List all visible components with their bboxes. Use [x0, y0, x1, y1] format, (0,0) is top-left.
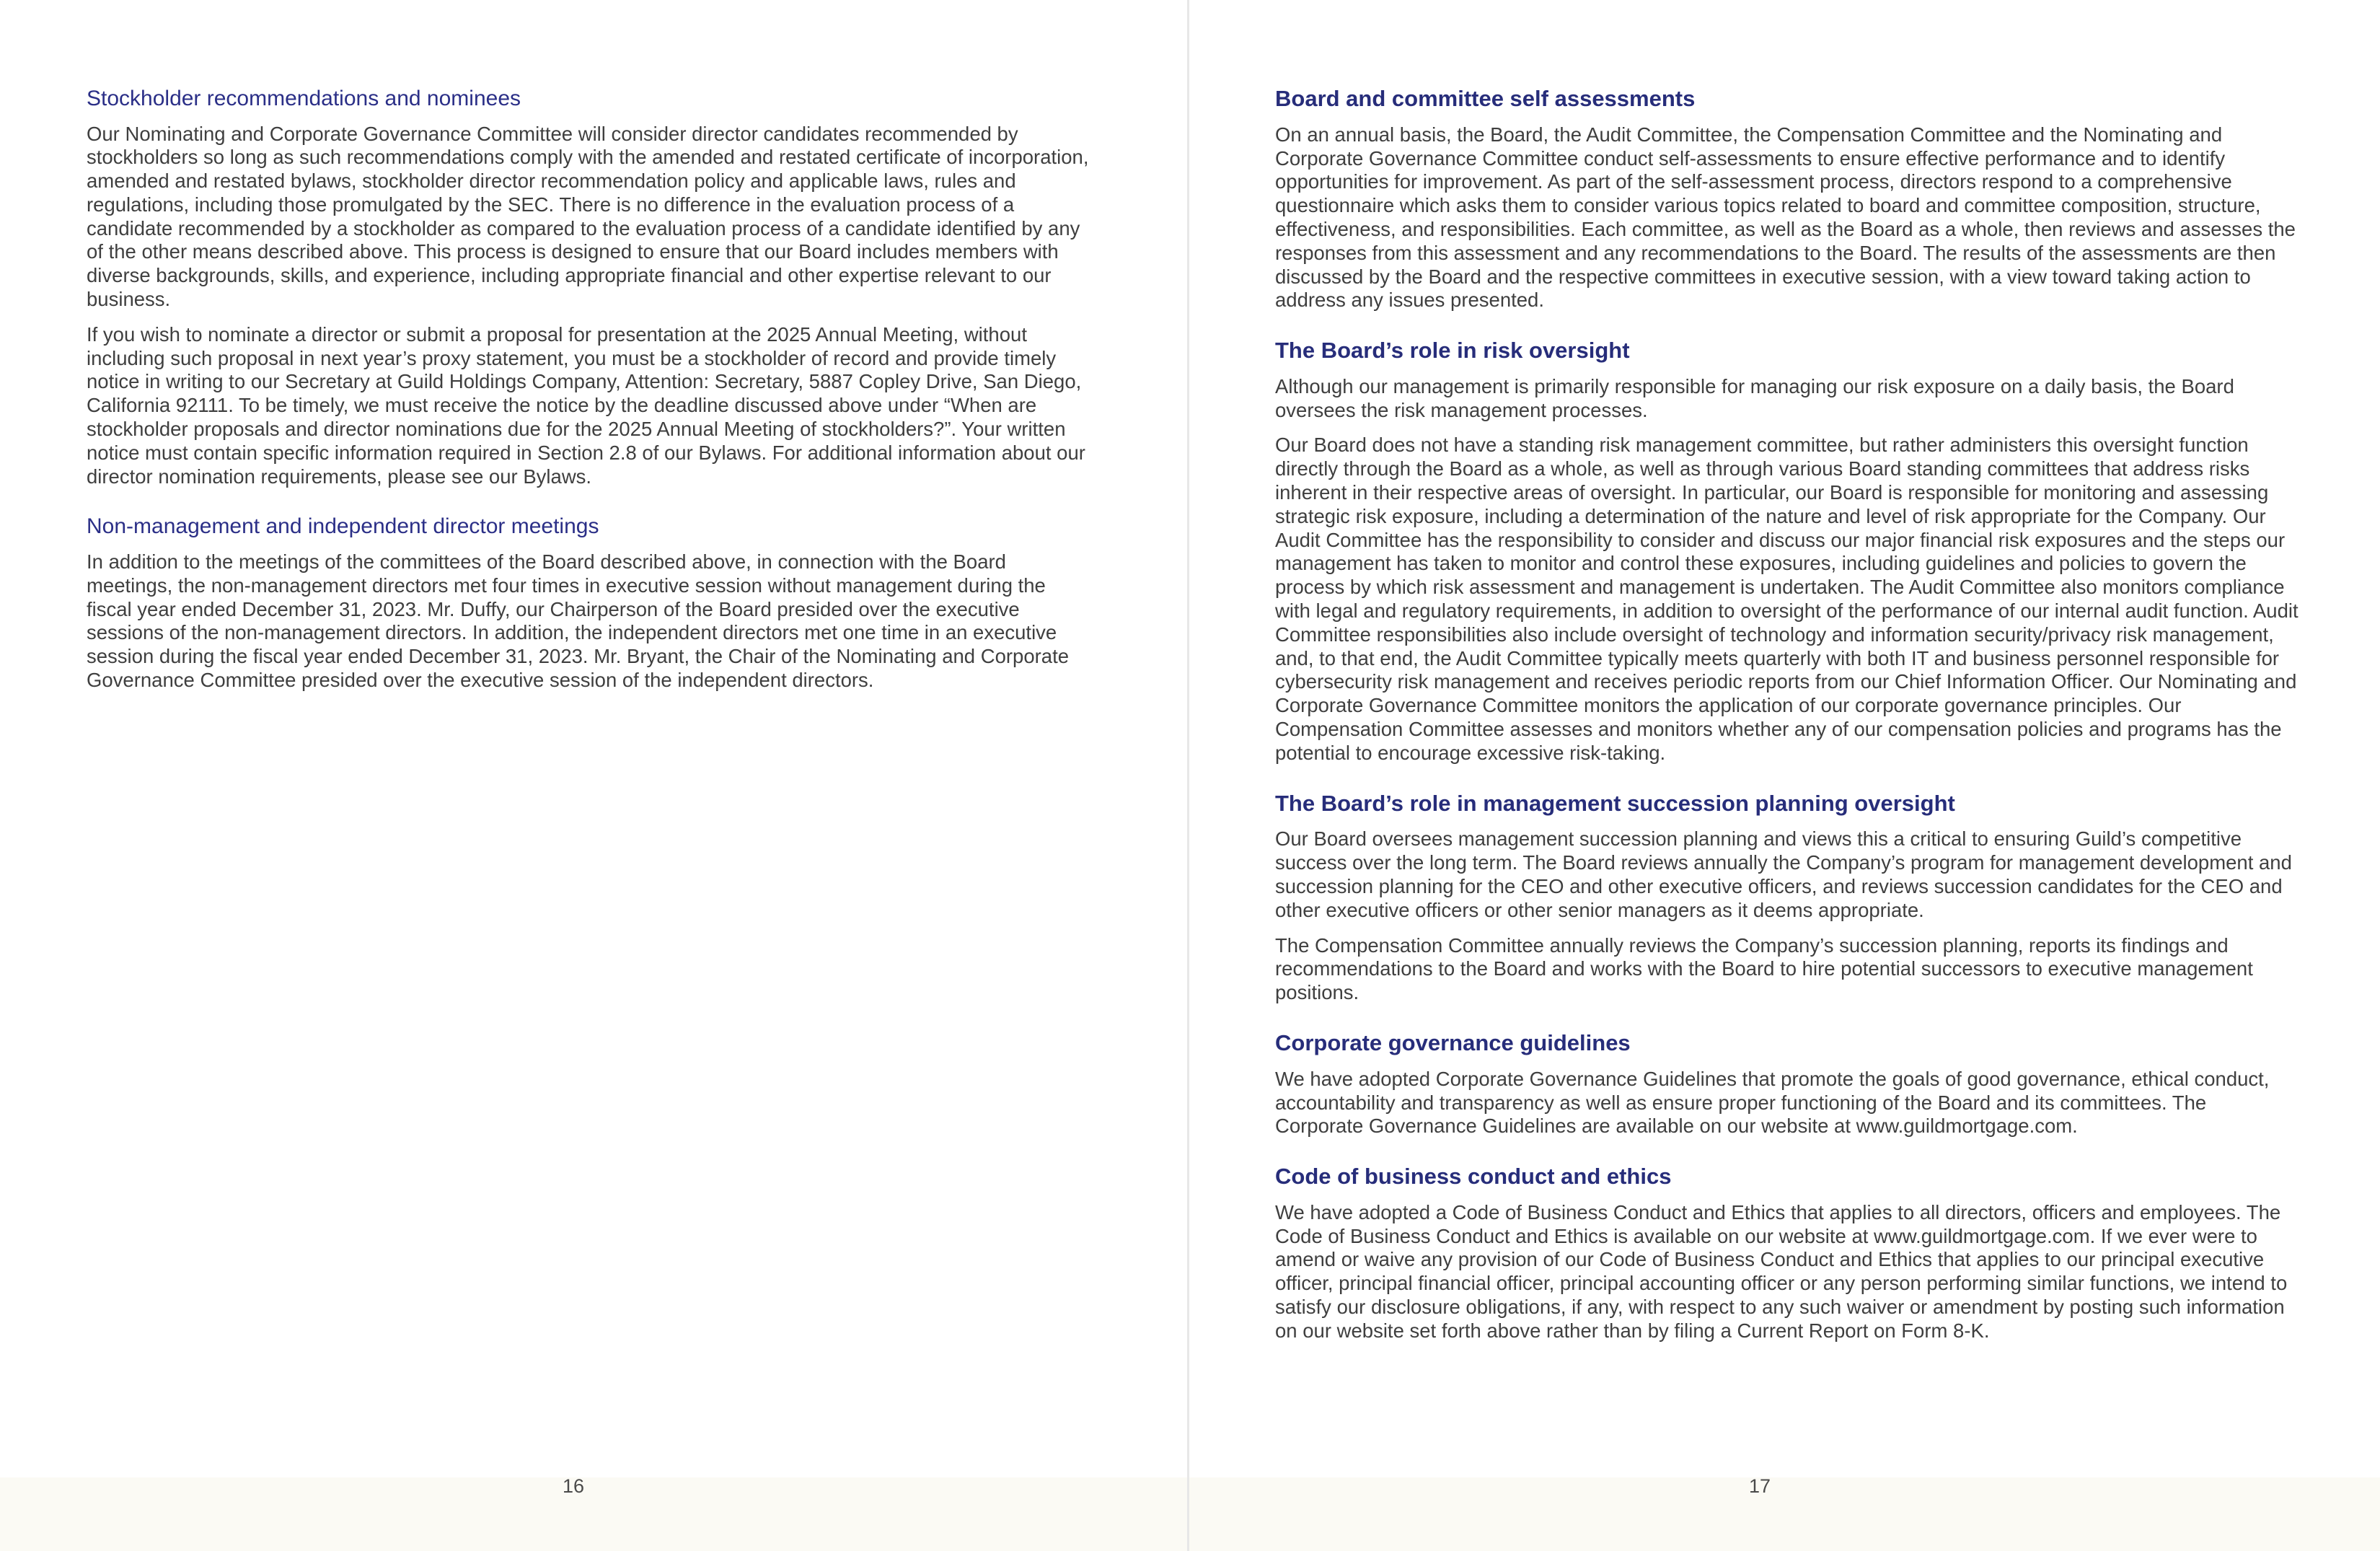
section-heading-risk-oversight: The Board’s role in risk oversight [1275, 338, 1630, 364]
section-succession-planning [1275, 790, 2299, 1005]
section-heading-code-of-conduct: Code of business conduct and ethics [1275, 1164, 1672, 1190]
paragraph: If you wish to nominate a director or submit a proposal for presentation at the 2025 Annual Meeting, without including such proposal in next year’s proxy statement, you must be a stockholder of record and provide timely notice in writing to our Secretary at Guild Holdings Company, Attention: Secretary, 5887 Copley Drive, San Diego, California 92111. To be timely, we must receive the notice by the deadline discussed above under “When are stockholder proposals and director nominations due for the 2025 Annual Meeting of stockholders?”. Your written notice must contain specific information required in Section 2.8 of our Bylaws. For additional information about our director nomination requirements, please see our Bylaws. [87, 322, 1085, 488]
section-self-assessments [1275, 85, 2299, 312]
section-heading-governance-guidelines: Corporate governance guidelines [1275, 1029, 1631, 1055]
section-risk-oversight [1275, 337, 2299, 765]
paragraph: In addition to the meetings of the committees of the Board described above, in connection with the Board meetings, the non-management directors met four times in executive session without management during the fiscal year ended December 31, 2023. Mr. Duffy, our Chairperson of the Board presided over the executive sessions of the non-management directors. In addition, the independent directors met one time in an executive session during the fiscal year ended December 31, 2023. Mr. Bryant, the Chair of the Nominating and Corporate Governance Committee presided over the executive session of the independent directors. [87, 550, 1070, 691]
section-heading-self-assessments: Board and committee self assessments [1275, 86, 1696, 111]
paragraph: We have adopted a Code of Business Conduct and Ethics that applies to all directors, officers and employees. The Code of Business Conduct and Ethics is available on our website at www.guildmortgage.com. If we ever were to amend or waive any provision of our Code of Business Conduct and Ethics that applies to our principal executive officer, principal financial officer, principal accounting officer or any person performing similar functions, we intend to satisfy our disclosure obligations, if any, with respect to any such waiver or amendment by posting such information on our website set forth above rather than by filing a Current Report on Form 8-K. [1275, 1200, 2288, 1342]
page-17-column [1275, 85, 2299, 1355]
section-code-of-conduct [1275, 1163, 2299, 1343]
page-number-16: 16 [562, 1475, 585, 1497]
paragraph: Our Board does not have a standing risk management committee, but rather administers this oversight function directly through the Board as a whole, as well as through various Board standing committees that address risks inherent in their respective areas of oversight. In particular, our Board is responsible for monitoring and assessing strategic risk exposure, including a determination of the nature and level of risk appropriate for the Company. Our Audit Committee has the responsibility to consider and discuss our major financial risk exposures and the steps our management has taken to monitor and control these exposures, including guidelines and policies to govern the process by which risk assessment and management is undertaken. The Audit Committee also monitors compliance with legal and regulatory requirements, in addition to oversight of the performance of our internal audit function. Audit Committee responsibilities also include oversight of technology and information security/privacy risk management, and, to that end, the Audit Committee typically meets quarterly with both IT and business personnel responsible for cybersecurity risk management and receives periodic reports from our Chief Information Officer. Our Nominating and Corporate Governance Committee monitors the application of our corporate governance principles. Our Compensation Committee assesses and monitors whether any of our compensation policies and programs has the potential to encourage excessive risk-taking. [1275, 434, 2299, 764]
paragraph: Our Nominating and Corporate Governance Committee will consider director candidates recommended by stockholders so long as such recommendations comply with the amended and restated certificate of incorporation, amended and restated bylaws, stockholder director recommendation policy and applicable laws, rules and regulations, including those promulgated by the SEC. There is no difference in the evaluation process of a candidate recommended by a stockholder as compared to the evaluation process of a candidate identified by any of the other means described above. This process is designed to ensure that our Board includes members with diverse backgrounds, skills, and experience, including appropriate financial and other expertise relevant to our business. [87, 122, 1089, 311]
page-16-column [87, 85, 1096, 704]
paragraph: On an annual basis, the Board, the Audit Committee, the Compensation Committee and the Nominating and Corporate Governance Committee conduct self-assessments to ensure effective performance and to identify opportunities for improvement. As part of the self-assessment process, directors respond to a comprehensive questionnaire which asks them to consider various topics related to board and committee composition, structure, effectiveness, and responsibilities. Each committee, as well as the Board as a whole, then reviews and assesses the responses from this assessment and any recommendations to the Board. The results of the assessments are then discussed by the Board and the respective committees in executive session, with a view toward taking action to address any issues presented. [1275, 123, 2296, 312]
page-number-17: 17 [1748, 1475, 1771, 1497]
section-non-management-meetings [87, 513, 1096, 692]
section-heading-succession-planning: The Board’s role in management succession planning oversight [1275, 790, 1955, 816]
section-governance-guidelines [1275, 1029, 2299, 1138]
paragraph: We have adopted Corporate Governance Guidelines that promote the goals of good governance, ethical conduct, accountability and transparency as well as ensure proper functioning of the Board and its committees. The Corporate Governance Guidelines are available on our website at www.guildmortgage.com. [1275, 1067, 2270, 1138]
paragraph: The Compensation Committee annually reviews the Company’s succession planning, reports its findings and recommendations to the Board and works with the Board to hire potential successors to executive management positions. [1275, 933, 2253, 1004]
section-heading-stockholder-recommendations: Stockholder recommendations and nominees [87, 87, 521, 110]
section-heading-non-management-meetings: Non-management and independent director meetings [87, 514, 599, 539]
paragraph: Although our management is primarily responsible for managing our risk exposure on a daily basis, the Board oversees the risk management processes. [1275, 374, 2234, 421]
section-stockholder-recommendations [87, 85, 1096, 488]
footer-band [0, 1477, 2380, 1551]
page-divider [1187, 0, 1189, 1551]
paragraph: Our Board oversees management succession planning and views this a critical to ensuring Guild’s competitive success over the long term. The Board reviews annually the Company’s program for management development and succession planning for the CEO and other executive officers, and reviews succession candidates for the CEO and other executive officers or other senior managers as it deems appropriate. [1275, 827, 2292, 921]
